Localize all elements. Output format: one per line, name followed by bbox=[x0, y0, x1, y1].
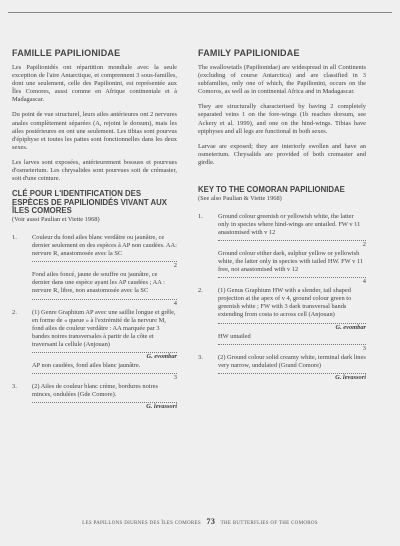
key-item bbox=[12, 308, 177, 361]
english-paragraph: Larvae are exposed; they are interiorly swollen and have an osmeterium. Chrysalids are provided of both cremaster and girdle. bbox=[198, 142, 366, 166]
item-number: 3. bbox=[12, 383, 17, 391]
item-ref: 3 bbox=[173, 374, 177, 382]
key-item bbox=[12, 383, 177, 411]
item-text: Couleur du fond ailes blanc verdâtre ou jaunâtre, ce dernier seulement en des espèces à AP non caudées. AA: nervure R, anastomosée avec la SC bbox=[32, 234, 177, 258]
key-item bbox=[12, 362, 177, 382]
french-paragraph: Du point de vue structurel, leurs ailes antérieures ont 2 nervures anales complètement séparées (A, rejoint le dorsum), mais les ailes postérieures en ont une seulement. Les tibias sont pourvus d'épiphyse et toutes les pattes sont fonctionnelles dans les deux sexes. bbox=[12, 111, 177, 151]
page-number: 73 bbox=[206, 517, 216, 526]
item-number: 2. bbox=[12, 308, 17, 316]
french-key-title: CLÉ POUR L'IDENTIFICATION DES ESPÈCES DE PAPILIONIDÉS VIVANT AUX ÎLES COMORES bbox=[12, 189, 167, 216]
item-text: AP non caudées, fond ailes blanc jaunâtre. bbox=[32, 362, 141, 370]
english-key-title: KEY TO THE COMORAN PAPILIONIDAE bbox=[198, 185, 345, 195]
footer-left-title: LES PAPILLONS DIURNES DES ÎLES COMORES bbox=[82, 521, 201, 526]
item-text: (1) Genre Graphium AP avec une saillie longue et grêle, en forme de « queue » à l'extrémité de la nervure M, fond ailes de couleur verdâtre : AA marquée par 3 bandes noires transversales à partir de la côte et traversant la cellule (Anjouan) bbox=[32, 308, 176, 348]
key-item bbox=[198, 249, 366, 286]
key-item bbox=[198, 287, 366, 331]
item-number: 2. bbox=[198, 287, 203, 295]
key-item bbox=[198, 212, 366, 248]
item-species: G. evombar bbox=[146, 353, 177, 361]
item-species: G. levassori bbox=[335, 373, 366, 381]
top-rule bbox=[8, 12, 392, 13]
english-body bbox=[198, 64, 366, 167]
french-paragraph: Les Papilionidés ont répartition mondiale avec la seule exception de l'aire Antarctique, et comprennent 3 sous-familles, dont une seulement, celle des Papilionini, est représentée aux Îles Comores, aussi comme en Afrique continentale et à Madagascar. bbox=[12, 64, 177, 104]
french-column bbox=[12, 48, 177, 412]
item-text: Ground colour either dark, sulphur yellow or yellowish white, the latter only in species with tailed HW. FW v 11 free, not anastomised with v 12 bbox=[218, 249, 364, 274]
key-item bbox=[12, 271, 177, 307]
item-ref: 3 bbox=[362, 344, 366, 352]
item-ref: 2 bbox=[362, 240, 366, 248]
english-paragraph: The swallowtails (Papilionidae) are widespread in all Continents (excluding of course Antarctica) and are classified in 3 subfamilies, only one of which, the Papilionini, occurs on the Comoros, as well as in continental Africa and in Madagascar. bbox=[198, 64, 366, 96]
english-section-title: FAMILY PAPILIONIDAE bbox=[198, 48, 300, 58]
english-column bbox=[198, 48, 366, 383]
english-key-subtitle: (See also Paulian & Viette 1968) bbox=[198, 194, 282, 202]
item-ref: 4 bbox=[173, 299, 177, 307]
item-ref: 2 bbox=[173, 262, 177, 270]
english-paragraph: They are structurally characterised by having 2 completely separated veins 1 on the fore-wings (1b reaches dorsum, see Ackery et al. 1999), and one on the hind-wings. Tibias have epiphyses and all legs are functional in both sexes. bbox=[198, 103, 366, 135]
french-key-subtitle: (Voir aussi Paulian et Viette 1968) bbox=[12, 216, 100, 223]
item-text: (2) Ground colour solid creamy white, terminal dark lines very narrow, undulated (Grand Comore) bbox=[218, 353, 366, 369]
french-section-title: FAMILLE PAPILIONIDAE bbox=[12, 48, 121, 58]
item-species: G. levassori bbox=[146, 403, 177, 411]
footer-right-title: THE BUTTERFLIES OF THE COMOROS bbox=[220, 521, 318, 526]
french-body bbox=[12, 64, 177, 183]
page-footer bbox=[0, 517, 400, 526]
item-text: (2) Ailes de couleur blanc crème, bordures noires minces, ondulées (Gde Comore). bbox=[32, 383, 158, 399]
key-item bbox=[198, 353, 366, 381]
item-number: 1. bbox=[12, 234, 17, 241]
french-key-list bbox=[12, 234, 177, 411]
key-item bbox=[12, 234, 177, 270]
item-number: 1. bbox=[198, 212, 203, 220]
item-text: Ground colour greenish or yellowish white, the latter only in species where hind-wings are untailed. FW v 11 anastomised with v 12 bbox=[218, 212, 361, 236]
french-paragraph: Les larves sont exposées, antérieurement bossues et pourvues d'osmeterium. Les chrysalides sont pourvues soit de crémaster, soit d'une ceinture. bbox=[12, 158, 177, 183]
item-species: G. evombar bbox=[335, 323, 366, 331]
english-key-list bbox=[198, 212, 366, 381]
item-text: HW untailed bbox=[218, 332, 251, 340]
item-text: (1) Genus Graphium HW with a slender, tail shaped projection at the apex of v 4, ground colour green to greenish white ; FW with 3 dark transversal bands extending from costa to across cell (Anjouan) bbox=[218, 287, 352, 319]
item-ref: 4 bbox=[362, 278, 366, 286]
item-number: 3. bbox=[198, 353, 203, 361]
key-item bbox=[198, 332, 366, 352]
item-text: Fond ailes foncé, jaune de souffre ou jaunâtre, ce dernier dans une espèce ayant les AP caudées ; AA : nervure R, libre, non anastomosée avec la SC bbox=[32, 271, 165, 295]
